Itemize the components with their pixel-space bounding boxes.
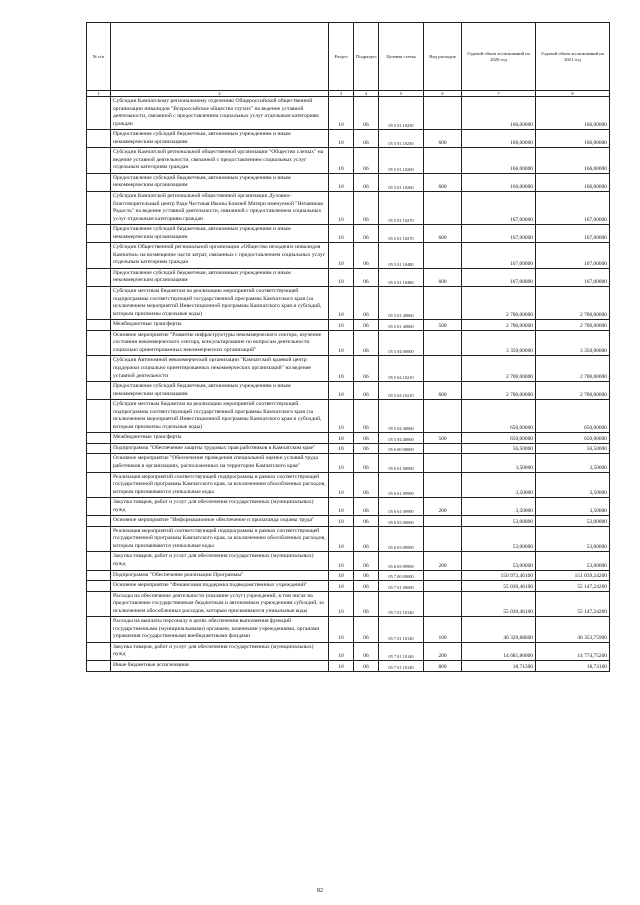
amount-2021-cell: 166,00000: [536, 148, 610, 174]
col-header-target: Целевая статья: [379, 23, 424, 91]
table-row: [87, 148, 610, 174]
target-article-cell: 05 7 00 00000: [379, 570, 424, 581]
amount-2020-cell: 56,50000: [462, 443, 536, 454]
col-number: 4: [354, 91, 379, 97]
target-article-cell: 05 7 01 10140: [379, 661, 424, 672]
amount-2021-cell: 53,00000: [536, 516, 610, 527]
row-name-cell: Основное мероприятие "Обеспечение проведения специальной оценки условий труда работников в организациях, расположенных на территории Камчатского края": [111, 454, 329, 472]
amount-2020-cell: 167,00000: [462, 243, 536, 269]
amount-2020-cell: 2 700,00000: [462, 356, 536, 382]
expense-type-cell: [424, 472, 462, 498]
expense-type-cell: [424, 400, 462, 433]
amount-2021-cell: 55 147,24200: [536, 591, 610, 617]
target-article-cell: 05 7 01 10140: [379, 617, 424, 643]
expense-type-cell: [424, 516, 462, 527]
expense-type-cell: [424, 570, 462, 581]
row-number-cell: [87, 287, 111, 320]
razdel-cell: 10: [329, 243, 354, 269]
amount-2021-cell: 151 039,24200: [536, 570, 610, 581]
amount-2020-cell: 53,00000: [462, 526, 536, 552]
row-number-cell: [87, 498, 111, 516]
table-row: [87, 173, 610, 191]
row-number-cell: [87, 356, 111, 382]
row-name-cell: Субсидии Камчатской региональной общественной организации Духовно-благотворительный центр Ради Честныя Иконы Божией Матери именуемой "Нечаянная Радость" на ведение уставной деятельности, связанной с предоставлением социальных услуг отдельным категориям граждан: [111, 192, 329, 225]
amount-2020-cell: 14 681,86000: [462, 642, 536, 660]
razdel-cell: 10: [329, 225, 354, 243]
razdel-cell: 10: [329, 661, 354, 672]
target-article-cell: 05 5 01 10480: [379, 268, 424, 286]
expense-type-cell: [424, 148, 462, 174]
amount-2020-cell: 150 972,46100: [462, 570, 536, 581]
row-name-cell: Расходы на обеспечение деятельности (оказание услуг) учреждений, в том числе на предоставление государственным бюджетным и автономным учреждениям субсидий, за исключением обособленных расходов, которым присваиваются уникальные коды: [111, 591, 329, 617]
amount-2021-cell: 55 147,24200: [536, 581, 610, 592]
row-name-cell: Реализация мероприятий соответствующей подпрограммы в рамках соответствующей государственной программы Камчатского края, за исключением обособленных расходов, которым присваиваются уникальные коды: [111, 472, 329, 498]
amount-2020-cell: 55 030,46100: [462, 591, 536, 617]
amount-2021-cell: 3 350,00000: [536, 330, 610, 356]
podrazdel-cell: 06: [354, 433, 379, 444]
row-name-cell: Субсидии местным бюджетам на реализацию мероприятий соответствующей подпрограммы соответствующей государственной программы Камчатского края (за исключением мероприятий Инвестиционной программы Камчатского края и субсидий, которым присвоены отдельные коды): [111, 400, 329, 433]
row-number-cell: [87, 591, 111, 617]
razdel-cell: 10: [329, 443, 354, 454]
target-article-cell: 05 6 03 00000: [379, 516, 424, 527]
row-name-cell: Субсидии Камчатскому региональному отделению Общероссийской общественной организации инвалидов "Всероссийское общество глухих" на ведение уставной деятельности, связанной с предоставлением социальных услуг отдельным категориям граждан: [111, 97, 329, 130]
amount-2021-cell: 650,00000: [536, 433, 610, 444]
amount-2020-cell: 650,00000: [462, 400, 536, 433]
table-row: [87, 320, 610, 331]
expense-type-cell: [424, 454, 462, 472]
row-name-cell: Основное мероприятие "Развитие инфраструктуры некоммерческого сектора, изучение состояния некоммерческого сектора, консультирование по вопросам деятельности социально ориентированных некоммерческих организаций": [111, 330, 329, 356]
row-name-cell: Предоставление субсидий бюджетным, автономным учреждениям и иным некоммерческим организациям: [111, 268, 329, 286]
expense-type-cell: 100: [424, 617, 462, 643]
row-number-cell: [87, 454, 111, 472]
razdel-cell: 10: [329, 526, 354, 552]
podrazdel-cell: 06: [354, 552, 379, 570]
podrazdel-cell: 06: [354, 454, 379, 472]
row-number-cell: [87, 320, 111, 331]
amount-2021-cell: 56,50000: [536, 443, 610, 454]
amount-2021-cell: 166,00000: [536, 130, 610, 148]
podrazdel-cell: 06: [354, 400, 379, 433]
amount-2020-cell: 18,71500: [462, 661, 536, 672]
row-number-cell: [87, 148, 111, 174]
amount-2021-cell: 166,00000: [536, 97, 610, 130]
row-name-cell: Расходы на выплаты персоналу в целях обеспечения выполнения функций государственными (муниципальными) органами, казенными учреждениями, органами управления государственными внебюджетными фондами: [111, 617, 329, 643]
row-number-cell: [87, 130, 111, 148]
expense-type-cell: 600: [424, 173, 462, 191]
col-number: 5: [379, 91, 424, 97]
razdel-cell: 10: [329, 591, 354, 617]
budget-table: [86, 22, 610, 672]
col-number: 2: [111, 91, 329, 97]
target-article-cell: 05 5 04 40060: [379, 400, 424, 433]
target-article-cell: 05 6 01 00000: [379, 454, 424, 472]
amount-2021-cell: 2 700,00000: [536, 356, 610, 382]
table-row: [87, 516, 610, 527]
row-name-cell: Подпрограмма "Обеспечение защиты трудовых прав работников в Камчатском крае": [111, 443, 329, 454]
podrazdel-cell: 06: [354, 591, 379, 617]
amount-2020-cell: 166,00000: [462, 148, 536, 174]
col-number: 3: [329, 91, 354, 97]
table-row: [87, 330, 610, 356]
podrazdel-cell: 06: [354, 287, 379, 320]
row-number-cell: [87, 581, 111, 592]
expense-type-cell: 200: [424, 642, 462, 660]
target-article-cell: 05 5 04 10210: [379, 356, 424, 382]
target-article-cell: 05 5 01 10250: [379, 130, 424, 148]
podrazdel-cell: 06: [354, 356, 379, 382]
table-row: [87, 472, 610, 498]
podrazdel-cell: 06: [354, 472, 379, 498]
row-name-cell: Основное мероприятие "Информационное обеспечение и пропаганда охраны труда": [111, 516, 329, 527]
razdel-cell: 10: [329, 400, 354, 433]
row-name-cell: Предоставление субсидий бюджетным, автономным учреждениям и иным некоммерческим организациям: [111, 173, 329, 191]
amount-2021-cell: 3,50000: [536, 472, 610, 498]
row-name-cell: Предоставление субсидий бюджетным, автономным учреждениям и иным некоммерческим организациям: [111, 225, 329, 243]
amount-2021-cell: 53,00000: [536, 552, 610, 570]
amount-2020-cell: 166,00000: [462, 130, 536, 148]
expense-type-cell: 600: [424, 268, 462, 286]
amount-2021-cell: 2 700,00000: [536, 382, 610, 400]
row-name-cell: Предоставление субсидий бюджетным, автономным учреждениям и иным некоммерческим организациям: [111, 130, 329, 148]
row-number-cell: [87, 617, 111, 643]
expense-type-cell: [424, 356, 462, 382]
table-row: [87, 642, 610, 660]
table-row: [87, 356, 610, 382]
table-row: [87, 268, 610, 286]
target-article-cell: 05 5 04 00000: [379, 330, 424, 356]
row-name-cell: Субсидии Камчатской региональной общественной организации "Общество слепых" на ведение уставной деятельности, связанной с предоставлением социальных услуг отдельным категориям граждан: [111, 148, 329, 174]
row-number-cell: [87, 433, 111, 444]
row-name-cell: Межбюджетные трансферты: [111, 433, 329, 444]
target-article-cell: 05 6 01 09990: [379, 472, 424, 498]
amount-2021-cell: 167,00000: [536, 268, 610, 286]
table-row: [87, 498, 610, 516]
amount-2020-cell: 650,00000: [462, 433, 536, 444]
podrazdel-cell: 06: [354, 617, 379, 643]
amount-2021-cell: 166,00000: [536, 173, 610, 191]
table-row: [87, 591, 610, 617]
podrazdel-cell: 06: [354, 642, 379, 660]
target-article-cell: 05 5 01 10270: [379, 192, 424, 225]
row-name-cell: Закупка товаров, работ и услуг для обеспечения государственных (муниципальных) нужд: [111, 498, 329, 516]
header-row: [87, 23, 610, 91]
row-name-cell: Закупка товаров, работ и услуг для обеспечения государственных (муниципальных) нужд: [111, 642, 329, 660]
expense-type-cell: [424, 243, 462, 269]
amount-2020-cell: 166,00000: [462, 173, 536, 191]
col-header-no: № п/п: [87, 23, 111, 91]
col-header-podrazdel: Подраздел: [354, 23, 379, 91]
podrazdel-cell: 06: [354, 443, 379, 454]
row-number-cell: [87, 97, 111, 130]
col-number: 1: [87, 91, 111, 97]
expense-type-cell: 600: [424, 130, 462, 148]
col-number: 8: [536, 91, 610, 97]
col-number: 7: [462, 91, 536, 97]
amount-2020-cell: 167,00000: [462, 268, 536, 286]
table-row: [87, 443, 610, 454]
col-header-name: [111, 23, 329, 91]
expense-type-cell: [424, 591, 462, 617]
table-row: [87, 225, 610, 243]
table-row: [87, 192, 610, 225]
amount-2020-cell: 166,00000: [462, 97, 536, 130]
row-name-cell: Субсидия Автономной некоммерческой организации "Камчатский краевой центр поддержки социально ориентированных некоммерческих организаций" на ведение уставной деятельности: [111, 356, 329, 382]
row-name-cell: Подпрограмма "Обеспечение реализации Программы": [111, 570, 329, 581]
target-article-cell: 05 5 01 10250: [379, 97, 424, 130]
podrazdel-cell: 06: [354, 581, 379, 592]
expense-type-cell: [424, 330, 462, 356]
row-number-cell: [87, 516, 111, 527]
row-number-cell: [87, 472, 111, 498]
razdel-cell: 10: [329, 356, 354, 382]
col-number: 6: [424, 91, 462, 97]
amount-2020-cell: 40 329,88600: [462, 617, 536, 643]
podrazdel-cell: 06: [354, 97, 379, 130]
amount-2020-cell: 167,00000: [462, 225, 536, 243]
row-name-cell: Реализация мероприятий соответствующей подпрограммы в рамках соответствующей государственной программы Камчатского края, за исключением обособленных расходов, которым присваиваются уникальные коды: [111, 526, 329, 552]
row-name-cell: Предоставление субсидий бюджетным, автономным учреждениям и иным некоммерческим организациям: [111, 382, 329, 400]
podrazdel-cell: 06: [354, 382, 379, 400]
col-header-razdel: Раздел: [329, 23, 354, 91]
row-name-cell: Иные бюджетные ассигнования: [111, 661, 329, 672]
razdel-cell: 10: [329, 516, 354, 527]
table-row: [87, 454, 610, 472]
razdel-cell: 10: [329, 97, 354, 130]
target-article-cell: 05 7 01 10140: [379, 591, 424, 617]
row-number-cell: [87, 192, 111, 225]
table-row: [87, 581, 610, 592]
podrazdel-cell: 06: [354, 661, 379, 672]
table-row: [87, 243, 610, 269]
row-name-cell: Субсидии Общественной региональной организации «Общество неходячих инвалидов Камчатки» на возмещение части затрат, связанных с предоставлением социальных услуг отдельным категориям граждан: [111, 243, 329, 269]
amount-2020-cell: 3,50000: [462, 472, 536, 498]
amount-2021-cell: 18,73100: [536, 661, 610, 672]
amount-2021-cell: 40 353,75900: [536, 617, 610, 643]
razdel-cell: 10: [329, 148, 354, 174]
podrazdel-cell: 06: [354, 173, 379, 191]
amount-2021-cell: 650,00000: [536, 400, 610, 433]
expense-type-cell: 500: [424, 320, 462, 331]
podrazdel-cell: 06: [354, 330, 379, 356]
target-article-cell: 05 7 01 00000: [379, 581, 424, 592]
page-number: 82: [317, 888, 323, 894]
row-number-cell: [87, 570, 111, 581]
razdel-cell: 10: [329, 192, 354, 225]
table-row: [87, 570, 610, 581]
table-row: [87, 526, 610, 552]
col-header-2021: Годовой объем ассигнований на 2021 год: [536, 23, 610, 91]
amount-2021-cell: 167,00000: [536, 192, 610, 225]
expense-type-cell: [424, 443, 462, 454]
podrazdel-cell: 06: [354, 498, 379, 516]
razdel-cell: 10: [329, 581, 354, 592]
target-article-cell: 05 5 01 10260: [379, 173, 424, 191]
amount-2021-cell: 2 700,00000: [536, 320, 610, 331]
razdel-cell: 10: [329, 330, 354, 356]
table-row: [87, 552, 610, 570]
row-number-cell: [87, 443, 111, 454]
row-name-cell: Субсидии местным бюджетам на реализацию мероприятий соответствующей подпрограммы соответствующей государственной программы Камчатского края (за исключением мероприятий Инвестиционной программы Камчатского края и субсидий, которым присвоены отдельные коды): [111, 287, 329, 320]
amount-2020-cell: 2 700,00000: [462, 382, 536, 400]
razdel-cell: 10: [329, 642, 354, 660]
row-number-cell: [87, 552, 111, 570]
table-row: [87, 661, 610, 672]
amount-2020-cell: 53,00000: [462, 552, 536, 570]
table-row: [87, 433, 610, 444]
podrazdel-cell: 06: [354, 570, 379, 581]
row-number-cell: [87, 243, 111, 269]
podrazdel-cell: 06: [354, 526, 379, 552]
amount-2021-cell: 14 774,75200: [536, 642, 610, 660]
expense-type-cell: 600: [424, 382, 462, 400]
row-number-cell: [87, 268, 111, 286]
col-header-vr: Вид расходов: [424, 23, 462, 91]
table-row: [87, 400, 610, 433]
razdel-cell: 10: [329, 570, 354, 581]
row-name-cell: Межбюджетные трансферты: [111, 320, 329, 331]
table-row: [87, 97, 610, 130]
expense-type-cell: [424, 526, 462, 552]
podrazdel-cell: 06: [354, 148, 379, 174]
target-article-cell: 05 5 01 10270: [379, 225, 424, 243]
expense-type-cell: 200: [424, 498, 462, 516]
row-number-cell: [87, 526, 111, 552]
expense-type-cell: 500: [424, 433, 462, 444]
target-article-cell: 05 5 04 10210: [379, 382, 424, 400]
target-article-cell: 05 5 01 10480: [379, 243, 424, 269]
expense-type-cell: [424, 287, 462, 320]
target-article-cell: 05 6 00 00000: [379, 443, 424, 454]
table-row: [87, 130, 610, 148]
amount-2020-cell: 3,50000: [462, 454, 536, 472]
amount-2020-cell: 2 700,00000: [462, 287, 536, 320]
row-number-cell: [87, 330, 111, 356]
podrazdel-cell: 06: [354, 268, 379, 286]
podrazdel-cell: 06: [354, 516, 379, 527]
razdel-cell: 10: [329, 130, 354, 148]
razdel-cell: 10: [329, 287, 354, 320]
target-article-cell: 05 5 01 10260: [379, 148, 424, 174]
expense-type-cell: [424, 581, 462, 592]
col-header-2020: Годовой объем ассигнований на 2020 год: [462, 23, 536, 91]
table-row: [87, 287, 610, 320]
expense-type-cell: [424, 192, 462, 225]
target-article-cell: 05 6 01 09990: [379, 498, 424, 516]
amount-2020-cell: 53,00000: [462, 516, 536, 527]
podrazdel-cell: 06: [354, 192, 379, 225]
expense-type-cell: [424, 97, 462, 130]
razdel-cell: 10: [329, 433, 354, 444]
row-name-cell: Закупка товаров, работ и услуг для обеспечения государственных (муниципальных) нужд: [111, 552, 329, 570]
target-article-cell: 05 5 01 40060: [379, 320, 424, 331]
podrazdel-cell: 06: [354, 130, 379, 148]
razdel-cell: 10: [329, 382, 354, 400]
amount-2021-cell: 167,00000: [536, 225, 610, 243]
amount-2021-cell: 3,50000: [536, 498, 610, 516]
razdel-cell: 10: [329, 552, 354, 570]
podrazdel-cell: 06: [354, 243, 379, 269]
target-article-cell: 05 6 03 09990: [379, 526, 424, 552]
amount-2020-cell: 167,00000: [462, 192, 536, 225]
amount-2021-cell: 167,00000: [536, 243, 610, 269]
target-article-cell: 05 5 04 40060: [379, 433, 424, 444]
amount-2020-cell: 3,50000: [462, 498, 536, 516]
razdel-cell: 10: [329, 472, 354, 498]
table-row: [87, 382, 610, 400]
table-body: [87, 97, 610, 672]
amount-2020-cell: 3 350,00000: [462, 330, 536, 356]
table-row: [87, 617, 610, 643]
expense-type-cell: 600: [424, 225, 462, 243]
target-article-cell: 05 7 01 10140: [379, 642, 424, 660]
razdel-cell: 10: [329, 454, 354, 472]
amount-2021-cell: 2 700,00000: [536, 287, 610, 320]
amount-2020-cell: 55 030,46100: [462, 581, 536, 592]
razdel-cell: 10: [329, 617, 354, 643]
row-number-cell: [87, 173, 111, 191]
row-number-cell: [87, 642, 111, 660]
target-article-cell: 05 5 01 40060: [379, 287, 424, 320]
target-article-cell: 05 6 03 09990: [379, 552, 424, 570]
podrazdel-cell: 06: [354, 320, 379, 331]
razdel-cell: 10: [329, 320, 354, 331]
razdel-cell: 10: [329, 498, 354, 516]
razdel-cell: 10: [329, 173, 354, 191]
amount-2020-cell: 2 700,00000: [462, 320, 536, 331]
amount-2021-cell: 53,00000: [536, 526, 610, 552]
podrazdel-cell: 06: [354, 225, 379, 243]
expense-type-cell: 200: [424, 552, 462, 570]
row-name-cell: Основное мероприятие "Финансовая поддержка подведомственных учреждений": [111, 581, 329, 592]
razdel-cell: 10: [329, 268, 354, 286]
row-number-cell: [87, 382, 111, 400]
expense-type-cell: 800: [424, 661, 462, 672]
row-number-cell: [87, 225, 111, 243]
row-number-cell: [87, 400, 111, 433]
amount-2021-cell: 3,50000: [536, 454, 610, 472]
row-number-cell: [87, 661, 111, 672]
